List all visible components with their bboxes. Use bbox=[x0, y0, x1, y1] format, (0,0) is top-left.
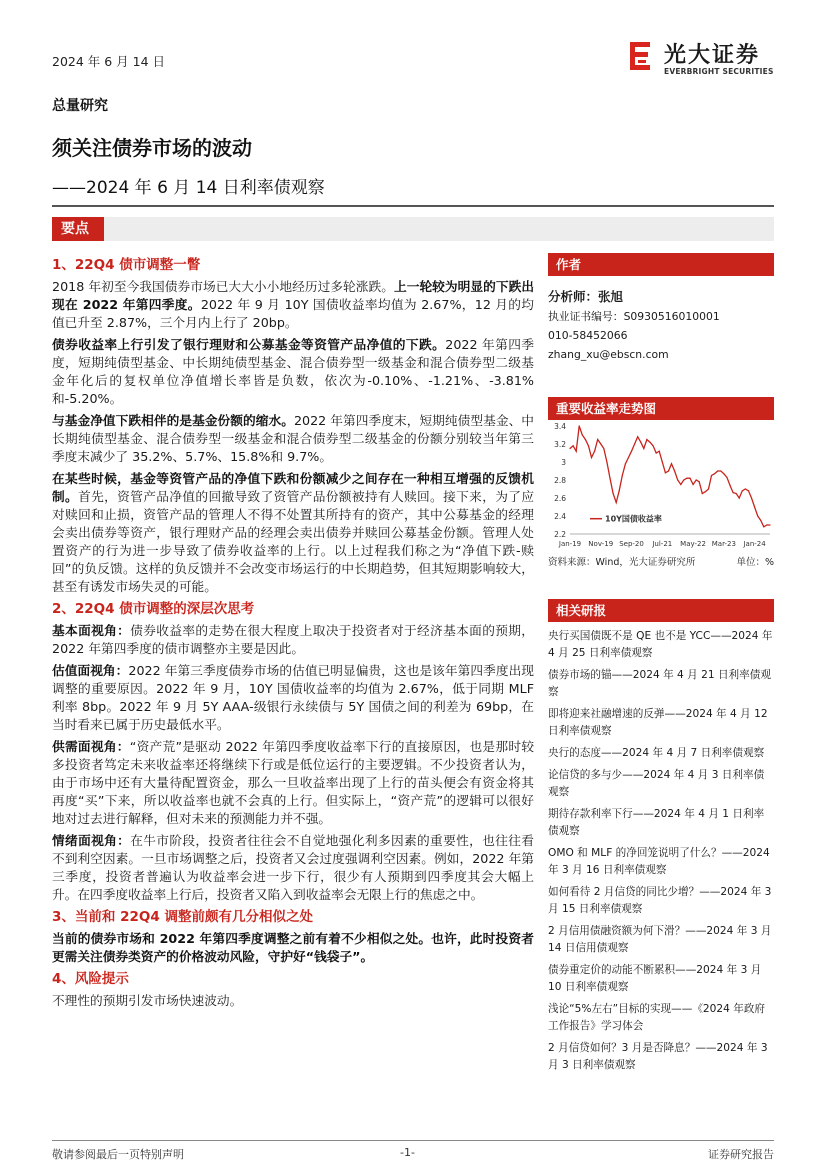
data-point bbox=[729, 485, 730, 486]
paragraph-text: “资产荒”是驱动 2022 年第四季度收益率下行的直接原因，也是那时较多投资者笃定未来收益率还将继续下行或是低位运行的主要逻辑。不少投资者认为，由于市场中还有大量待配置资金，那么一旦收益率出现了上行的苗头便会有资金将其再度“买”下来，所以收益率也就不会真的上行。但实际上，“资产荒”的逻辑可以很好地对过去进行解释，但对未来的预测能力并不强。 bbox=[52, 739, 535, 826]
body-paragraph bbox=[52, 470, 534, 596]
paragraph-text: 2018 年初至今我国债券市场已大大小小地经历过多轮涨跌。 bbox=[52, 279, 394, 294]
footer-divider bbox=[52, 1140, 774, 1141]
x-tick-label: Jan-24 bbox=[743, 540, 766, 548]
report-subtitle: ——2024 年 6 月 14 日利率债观察 bbox=[52, 178, 325, 198]
data-point bbox=[603, 448, 604, 449]
series-line-10y bbox=[570, 426, 770, 527]
data-point bbox=[600, 443, 601, 444]
data-point bbox=[736, 493, 737, 494]
x-tick-label: Jul-21 bbox=[652, 540, 673, 548]
emphasis-text: 在某些时候，基金等资管产品的净值下跌和份额减少之间存在一种相互增强的反馈机制。 bbox=[52, 471, 534, 504]
paragraph-text: 在牛市阶段，投资者往往会不自觉地强化利多因素的重要性，也往往看不到利空因素。一旦市场调整之后，投资者又会过度强调利空因素。例如，2022 年第三季度，投资者普遍认为收益率会进一步下行，很少有人预期到四季度其会大幅上升。在四季度收益率上行后，投资者又陷入到收益率会无限上行的焦虑之中。 bbox=[52, 833, 534, 902]
body-paragraph bbox=[52, 336, 534, 408]
section-heading: 4、风险提示 bbox=[52, 971, 129, 987]
data-point bbox=[609, 478, 610, 479]
data-point bbox=[662, 461, 663, 462]
emphasis-text: 供需面视角： bbox=[52, 739, 130, 754]
emphasis-text: 与基金净值下跌相伴的是基金份额的缩水。 bbox=[52, 413, 294, 428]
related-report-item[interactable]: 期待存款利率下行——2024 年 4 月 1 日利率债观察 bbox=[548, 808, 765, 837]
data-point bbox=[656, 452, 657, 453]
logo-text-cn: 光大证券 bbox=[664, 43, 761, 68]
data-point bbox=[622, 475, 623, 476]
x-tick-label: Jan-19 bbox=[558, 540, 582, 548]
data-point bbox=[717, 470, 718, 471]
data-point bbox=[757, 515, 758, 516]
section-heading: 1、22Q4 债市调整一瞥 bbox=[52, 257, 201, 273]
related-report-item[interactable]: 即将迎来社融增速的反弹——2024 年 4 月 12 日利率债观察 bbox=[548, 708, 768, 737]
related-report-item[interactable]: 央行买国债既不是 QE 也不是 YCC——2024 年 4 月 25 日利率债观察 bbox=[548, 630, 773, 659]
data-point bbox=[742, 490, 743, 491]
section-heading: 3、当前和 22Q4 调整前颇有几分相似之处 bbox=[52, 909, 313, 925]
body-paragraph bbox=[52, 992, 534, 1010]
related-report-item[interactable]: 2 月信贷如何？3 月是否降息？——2024 年 3 月 3 日利率债观察 bbox=[548, 1042, 768, 1071]
body-paragraph bbox=[52, 412, 534, 466]
data-point bbox=[696, 479, 697, 480]
report-date: 2024 年 6 月 14 日 bbox=[52, 54, 166, 69]
key-points-label: 要点 bbox=[52, 217, 104, 241]
data-point bbox=[572, 445, 573, 446]
emphasis-text: 上一轮较为明显的下跌出现在 2022 年第四季度。 bbox=[52, 279, 535, 312]
data-point bbox=[680, 484, 681, 485]
related-report-item[interactable]: OMO 和 MLF 的净回笼说明了什么？——2024 年 3 月 16 日利率债观察 bbox=[548, 847, 770, 876]
y-tick-label: 3.2 bbox=[554, 440, 566, 449]
author-panel bbox=[548, 253, 774, 364]
data-point bbox=[628, 457, 629, 458]
yield-chart-svg bbox=[548, 420, 774, 550]
paragraph-text: 2022 年第四季度末，短期纯债型基金、中长期纯债型基金、混合债券型一级基金和混合债券型二级基金的份额分别较当年第三季度末减少了 35.2%、5.7%、15.8%和 9.7%。 bbox=[52, 413, 534, 464]
data-point bbox=[631, 451, 632, 452]
data-point bbox=[591, 457, 592, 458]
data-point bbox=[576, 451, 577, 452]
paragraph-text: 2022 年第三季度债券市场的估值已明显偏贵，这也是该年第四季度出现调整的重要原因。2022 年 9 月，10Y 国债收益率的均值为 2.67%，低于同期 MLF 利率 8bp。2022 年 9 月 5Y AAA-级银行永续债与 5Y 国债之间的利差为 69bp，在当时看来已属于历史最低水平。 bbox=[52, 663, 534, 732]
data-point bbox=[579, 425, 580, 426]
body-paragraph bbox=[52, 930, 534, 966]
data-point bbox=[702, 493, 703, 494]
main-content bbox=[52, 256, 534, 1014]
data-point bbox=[699, 481, 700, 482]
data-point bbox=[754, 506, 755, 507]
data-point bbox=[594, 451, 595, 452]
data-point bbox=[766, 524, 767, 525]
data-point bbox=[640, 442, 641, 443]
body-paragraph bbox=[52, 832, 534, 904]
data-point bbox=[760, 520, 761, 521]
data-point bbox=[652, 445, 653, 446]
data-point bbox=[692, 484, 693, 485]
legend-label: 10Y国债收益率 bbox=[605, 514, 662, 524]
logo bbox=[624, 36, 784, 82]
cert-number: 执业证书编号：S0930516010001 bbox=[548, 310, 720, 323]
data-point bbox=[674, 470, 675, 471]
related-panel bbox=[548, 599, 774, 622]
related-report-item[interactable]: 债券重定价的动能不断累积——2024 年 3 月 10 日利率债观察 bbox=[548, 964, 762, 993]
body-paragraph bbox=[52, 662, 534, 734]
data-point bbox=[671, 463, 672, 464]
paragraph-text: 2022 年第四季度，短期纯债型基金、中长期纯债型基金、混合债券型一级基金和混合债券型二级基金年化后的复权单位净值增长率皆是负数，依次为-0.10%、-1.21%、-3.81%和-5.20%。 bbox=[52, 337, 535, 406]
data-point bbox=[763, 526, 764, 527]
data-point bbox=[689, 478, 690, 479]
data-point bbox=[597, 439, 598, 440]
related-list bbox=[548, 628, 774, 1079]
y-tick-label: 2.8 bbox=[554, 476, 566, 485]
data-point bbox=[751, 497, 752, 498]
header-divider bbox=[52, 205, 774, 207]
related-report-item[interactable]: 论信贷的多与少——2024 年 4 月 3 日利率债观察 bbox=[548, 769, 765, 798]
logo-text-en: EVERBRIGHT SECURITIES bbox=[664, 67, 774, 76]
author-header: 作者 bbox=[548, 253, 774, 276]
paragraph-text: 债券收益率的走势在很大程度上取决于投资者对于经济基本面的预期，2022 年第四季度的债市调整亦主要是因此。 bbox=[52, 623, 534, 656]
data-point bbox=[616, 502, 617, 503]
data-point bbox=[619, 490, 620, 491]
body-paragraph bbox=[52, 738, 534, 828]
y-tick-label: 2.6 bbox=[554, 494, 566, 503]
data-point bbox=[606, 461, 607, 462]
related-report-item[interactable]: 债券市场的锚——2024 年 4 月 21 日利率债观察 bbox=[548, 669, 771, 698]
data-point bbox=[585, 439, 586, 440]
data-point bbox=[582, 434, 583, 435]
section-heading: 2、22Q4 债市调整的深层次思考 bbox=[52, 601, 255, 617]
chart-source: 资料来源：Wind，光大证券研究所 bbox=[548, 557, 696, 568]
data-point bbox=[634, 443, 635, 444]
related-report-item[interactable]: 如何看待 2 月信贷的同比少增？——2024 年 3 月 15 日利率债观察 bbox=[548, 886, 772, 915]
emphasis-text: 情绪面视角： bbox=[52, 833, 131, 848]
email-address: zhang_xu@ebscn.com bbox=[548, 348, 669, 361]
data-point bbox=[649, 442, 650, 443]
analyst-name: 分析师：张旭 bbox=[548, 289, 624, 304]
data-point bbox=[637, 436, 638, 437]
data-point bbox=[769, 524, 770, 525]
key-points-band bbox=[52, 217, 774, 241]
data-point bbox=[708, 488, 709, 489]
x-tick-label: Sep-20 bbox=[619, 540, 644, 548]
data-point bbox=[714, 473, 715, 474]
related-report-item[interactable]: 2 月信用债融资额为何下滑？——2024 年 3 月 14 日信用债观察 bbox=[548, 925, 772, 954]
data-point bbox=[668, 470, 669, 471]
data-point bbox=[686, 478, 687, 479]
data-point bbox=[683, 479, 684, 480]
page-number: -1- bbox=[400, 1146, 415, 1159]
data-point bbox=[612, 493, 613, 494]
data-point bbox=[720, 470, 721, 471]
data-point bbox=[711, 475, 712, 476]
data-point bbox=[625, 463, 626, 464]
paragraph-text: 2022 年 9 月 10Y 国债收益率均值为 2.67%，12 月的均值已升至 2.87%，三个月内上行了 20bp。 bbox=[52, 297, 534, 330]
data-point bbox=[665, 472, 666, 473]
report-title: 须关注债券市场的波动 bbox=[52, 136, 252, 160]
data-point bbox=[732, 492, 733, 493]
y-tick-label: 2.2 bbox=[554, 530, 566, 539]
data-point bbox=[588, 445, 589, 446]
chart-note bbox=[548, 554, 774, 568]
paragraph-text: 首先，资管产品净值的回撤导致了资管产品份额被持有人赎回。接下来，为了应对赎回和止损，资管产品的管理人不得不处置其所持有的资产，其中公募基金的经理会卖出债券等资产，银行理财产品的经理会卖出债券并赎回公募基金份额。管理人处置资产的行为进一步导致了债券收益率的上行。以上过程我们称之为“净值下跌-赎回”的负反馈。这样的负反馈并不会改变市场运行的中长期趋势，但其短期影响较大，甚至有诱发市场失灵的可能。 bbox=[52, 489, 535, 594]
emphasis-text: 估值面视角： bbox=[52, 663, 129, 678]
data-point bbox=[739, 497, 740, 498]
related-report-item[interactable]: 央行的态度——2024 年 4 月 7 日利率债观察 bbox=[548, 747, 765, 759]
data-point bbox=[677, 479, 678, 480]
footer-disclaimer: 敬请参阅最后一页特别声明 bbox=[52, 1148, 184, 1161]
x-tick-label: Nov-19 bbox=[588, 540, 614, 548]
paragraph-text: 不理性的预期引发市场快速波动。 bbox=[52, 993, 243, 1008]
data-point bbox=[569, 448, 570, 449]
yield-chart bbox=[548, 420, 774, 550]
body-paragraph bbox=[52, 278, 534, 332]
data-point bbox=[646, 439, 647, 440]
data-point bbox=[659, 451, 660, 452]
y-tick-label: 3 bbox=[561, 458, 566, 467]
related-header: 相关研报 bbox=[548, 599, 774, 622]
footer-report-type: 证券研究报告 bbox=[708, 1148, 774, 1161]
chart-panel bbox=[548, 397, 774, 420]
emphasis-text: 基本面视角： bbox=[52, 623, 131, 638]
emphasis-text: 当前的债券市场和 2022 年第四季度调整之前有着不少相似之处。也许，此时投资者更需关注债券类资产的价格波动风险，守护好“钱袋子”。 bbox=[52, 931, 534, 964]
data-point bbox=[705, 491, 706, 492]
chart-header: 重要收益率走势图 bbox=[548, 397, 774, 420]
data-point bbox=[726, 477, 727, 478]
data-point bbox=[745, 488, 746, 489]
x-tick-label: May-22 bbox=[680, 540, 706, 548]
x-tick-label: Mar-23 bbox=[711, 540, 736, 548]
data-point bbox=[643, 448, 644, 449]
phone-number: 010-58452066 bbox=[548, 329, 628, 342]
chart-unit: 单位：% bbox=[736, 557, 774, 568]
y-tick-label: 3.4 bbox=[554, 422, 566, 431]
y-tick-label: 2.4 bbox=[554, 512, 566, 521]
related-report-item[interactable]: 浅论“5%左右”目标的实现——《2024 年政府工作报告》学习体会 bbox=[548, 1003, 766, 1032]
body-paragraph bbox=[52, 622, 534, 658]
everbright-logo-icon bbox=[624, 38, 656, 74]
section-tag: 总量研究 bbox=[52, 98, 108, 114]
data-point bbox=[748, 490, 749, 491]
emphasis-text: 债券收益率上行引发了银行理财和公募基金等资管产品净值的下跌。 bbox=[52, 337, 446, 352]
data-point bbox=[723, 473, 724, 474]
